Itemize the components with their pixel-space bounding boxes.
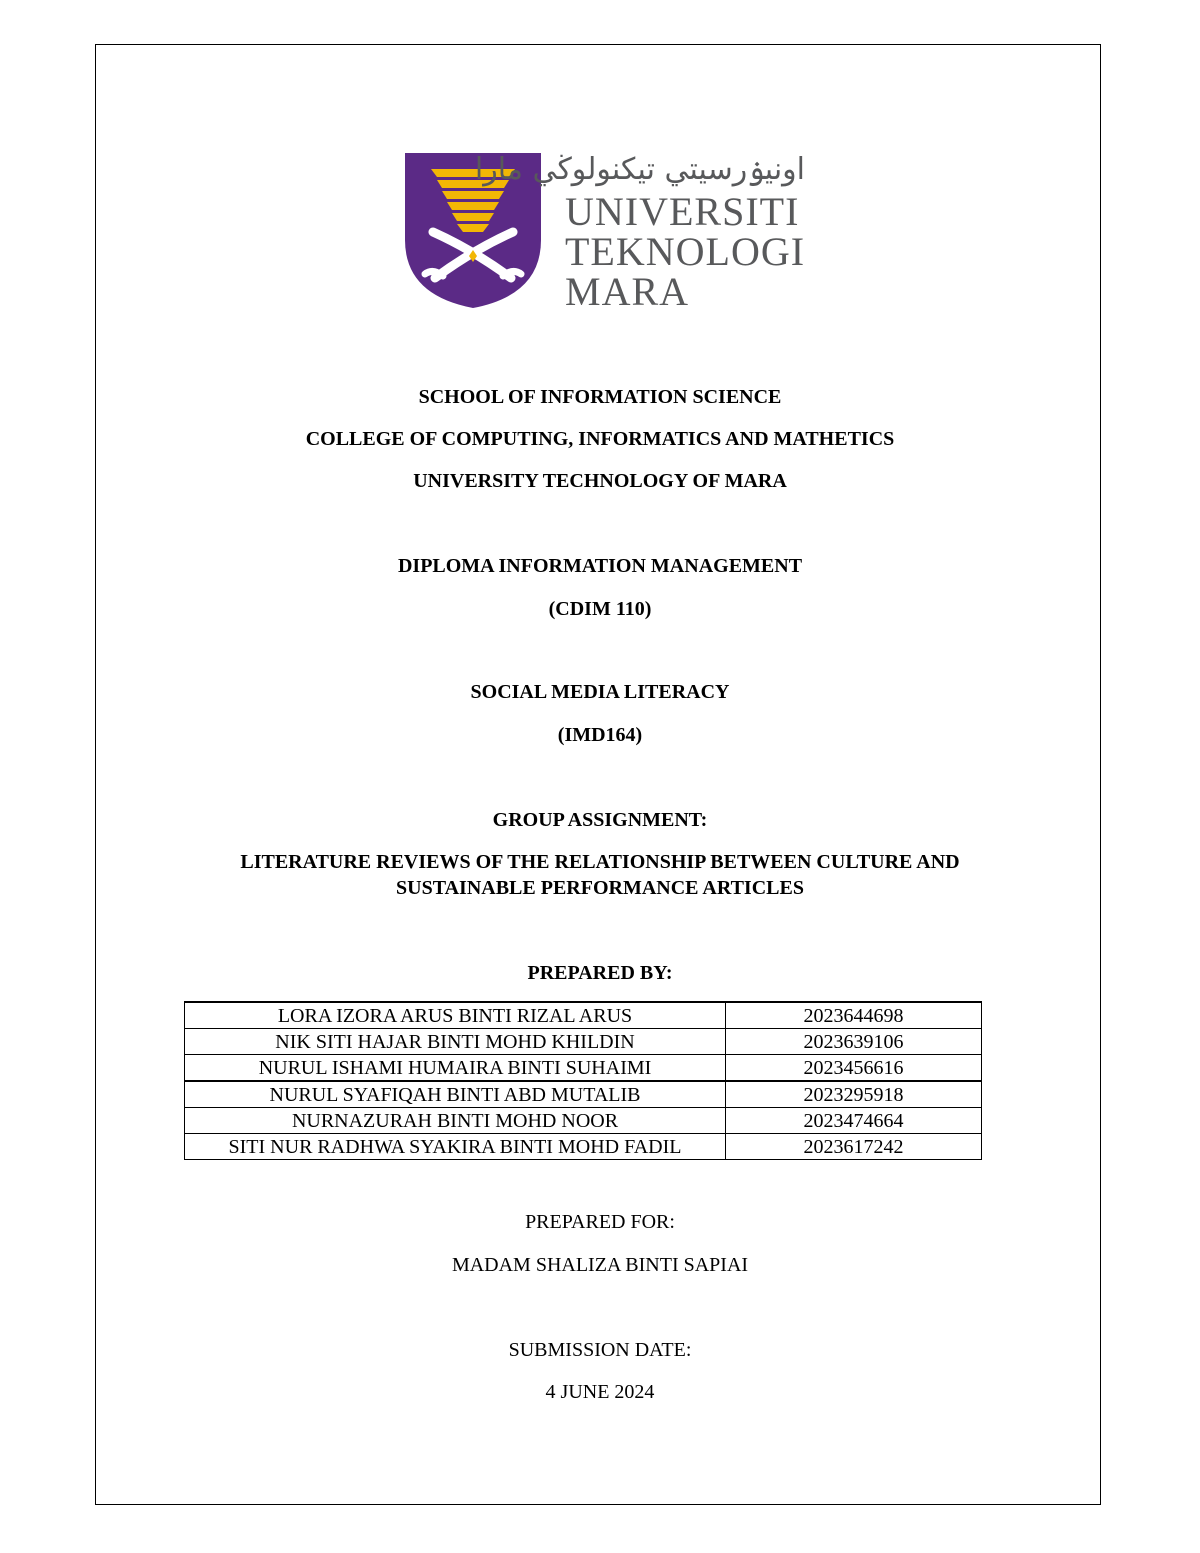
table-row — [185, 1002, 982, 1029]
assignment-title-line-2: SUSTAINABLE PERFORMANCE ARTICLES — [396, 877, 804, 899]
table-row — [185, 1029, 982, 1055]
member-name: NIK SITI HAJAR BINTI MOHD KHILDIN — [185, 1029, 726, 1055]
course-code: (IMD164) — [557, 724, 643, 746]
submission-date-label: SUBMISSION DATE: — [508, 1339, 692, 1361]
table-row — [185, 1134, 982, 1160]
logo-line-universiti: UNIVERSITI — [565, 189, 800, 234]
member-id: 2023639106 — [726, 1029, 982, 1055]
table-row — [185, 1108, 982, 1134]
member-name: LORA IZORA ARUS BINTI RIZAL ARUS — [185, 1002, 726, 1029]
member-id: 2023617242 — [726, 1134, 982, 1160]
member-name: NURNAZURAH BINTI MOHD NOOR — [185, 1108, 726, 1134]
uitm-logo — [403, 150, 808, 312]
member-id: 2023456616 — [726, 1055, 982, 1082]
member-name: NURUL ISHAMI HUMAIRA BINTI SUHAIMI — [185, 1055, 726, 1082]
assignment-label: GROUP ASSIGNMENT: — [492, 809, 708, 831]
logo-line-mara: MARA — [565, 269, 690, 314]
member-id: 2023644698 — [726, 1002, 982, 1029]
member-id: 2023474664 — [726, 1108, 982, 1134]
program-code: (CDIM 110) — [548, 598, 652, 620]
school-name: SCHOOL OF INFORMATION SCIENCE — [418, 386, 782, 408]
course-name: SOCIAL MEDIA LITERACY — [470, 681, 730, 703]
members-table — [184, 1001, 982, 1160]
table-row — [185, 1081, 982, 1108]
table-row — [185, 1055, 982, 1082]
prepared-for-label: PREPARED FOR: — [525, 1211, 675, 1233]
member-name: NURUL SYAFIQAH BINTI ABD MUTALIB — [185, 1081, 726, 1108]
lecturer-name: MADAM SHALIZA BINTI SAPIAI — [451, 1254, 749, 1276]
program-name: DIPLOMA INFORMATION MANAGEMENT — [397, 555, 803, 577]
prepared-by-label: PREPARED BY: — [527, 962, 673, 984]
college-name: COLLEGE OF COMPUTING, INFORMATICS AND MATHETICS — [305, 428, 895, 450]
submission-date: 4 JUNE 2024 — [545, 1381, 655, 1403]
member-name: SITI NUR RADHWA SYAKIRA BINTI MOHD FADIL — [185, 1134, 726, 1160]
assignment-title-line-1: LITERATURE REVIEWS OF THE RELATIONSHIP BETWEEN CULTURE AND — [240, 851, 960, 873]
logo-arabic-text: اونيۏرسيتي تيكنولوڬي مارا — [474, 152, 805, 187]
logo-line-teknologi: TEKNOLOGI — [565, 229, 806, 274]
member-id: 2023295918 — [726, 1081, 982, 1108]
university-name: UNIVERSITY TECHNOLOGY OF MARA — [413, 470, 787, 492]
